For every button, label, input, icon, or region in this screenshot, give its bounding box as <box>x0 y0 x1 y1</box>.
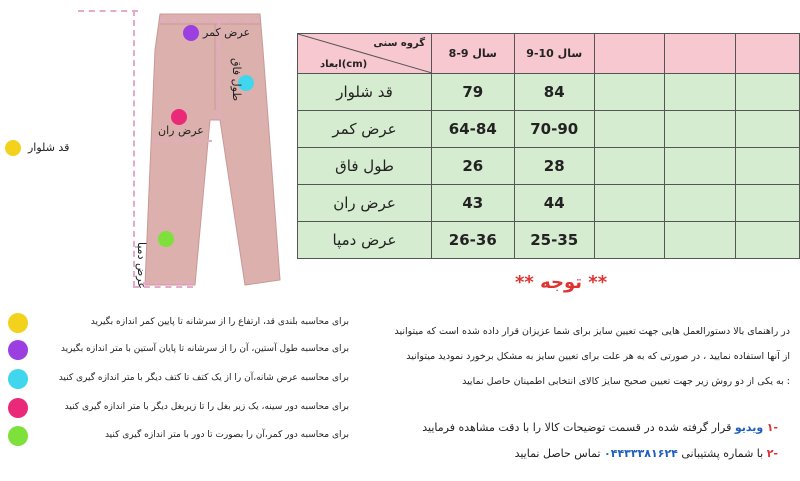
thigh-marker-dot <box>171 109 187 125</box>
table-cell: 84 <box>514 74 594 111</box>
table-cell <box>594 111 664 148</box>
column-header <box>665 34 735 74</box>
green-dot-icon <box>8 426 28 446</box>
header-dimensions: ابعاد(cm) <box>320 59 368 70</box>
table-cell: 44 <box>514 185 594 222</box>
legend-item <box>8 340 368 362</box>
note-line-3: : به یکی از دو روش زیر جهت تعیین صحیح سایز کالای انتخابی اطمینان حاصل نمایید <box>462 376 790 387</box>
table-cell: 70-90 <box>514 111 594 148</box>
note-title: ** توجه ** <box>515 272 608 293</box>
table-cell <box>735 222 799 259</box>
pants-size-diagram <box>0 0 300 300</box>
legend-item <box>8 313 368 335</box>
table-cell: 28 <box>514 148 594 185</box>
table-cell <box>665 111 735 148</box>
row-label: عرض ران <box>298 185 432 222</box>
waist-label: عرض کمر <box>203 26 251 39</box>
step-2-number: -۲ <box>766 447 778 460</box>
table-cell <box>594 148 664 185</box>
pants-icon <box>135 10 315 290</box>
table-cell <box>665 185 735 222</box>
yellow-dot-icon <box>8 313 28 333</box>
legend-item <box>8 398 368 420</box>
size-table <box>297 33 800 259</box>
cyan-dot-icon <box>8 369 28 389</box>
table-cell: 79 <box>432 74 514 111</box>
legend-item <box>8 369 368 391</box>
table-row <box>298 74 800 111</box>
table-cell: 25-35 <box>514 222 594 259</box>
step-1 <box>422 421 778 434</box>
table-cell <box>594 222 664 259</box>
table-row <box>298 185 800 222</box>
table-cell <box>735 111 799 148</box>
column-header: 8-9 سال <box>432 34 514 74</box>
length-marker-dot <box>5 140 21 156</box>
hem-marker-dot <box>158 231 174 247</box>
step-2-text-b: تماس حاصل نمایید <box>514 447 605 460</box>
column-header <box>594 34 664 74</box>
table-cell <box>665 148 735 185</box>
legend-text: برای محاسبه دور کمر،آن را بصورت تا دور با متر اندازه گیری کنید <box>104 430 349 440</box>
row-label: عرض کمر <box>298 111 432 148</box>
row-label: طول فاق <box>298 148 432 185</box>
legend-item <box>8 426 368 448</box>
thigh-label: عرض ران <box>158 124 204 137</box>
table-cell: 26-36 <box>432 222 514 259</box>
note-line-1: در راهنمای بالا دستورالعمل هایی جهت تعیین سایز برای شما عزیزان قرار داده شده است که میتوانید <box>394 326 790 337</box>
table-row <box>298 222 800 259</box>
legend-text: برای محاسبه عرض شانه،آن را از یک کتف تا کتف دیگر با متر اندازه گیری کنید <box>58 373 349 383</box>
table-cell: 26 <box>432 148 514 185</box>
waist-marker-dot <box>183 25 199 41</box>
table-corner-cell <box>298 34 432 74</box>
row-label: قد شلوار <box>298 74 432 111</box>
table-cell: 43 <box>432 185 514 222</box>
note-line-2: از آنها استفاده نمایید ، در صورتی که به هر علت برای تعیین سایز به مشکل برخورد نمودید میتوانید <box>406 351 790 362</box>
table-cell <box>735 185 799 222</box>
column-header <box>735 34 799 74</box>
rise-label: طول فاق <box>230 58 243 102</box>
thigh-guide-line <box>152 140 212 142</box>
waist-guide-line <box>160 19 260 21</box>
step-1-number: -۱ <box>766 421 778 434</box>
step-2-text-a: با شماره پشتیبانی <box>677 447 764 460</box>
video-link[interactable]: ویدیو <box>734 421 764 434</box>
table-cell <box>665 222 735 259</box>
table-row <box>298 111 800 148</box>
legend-text: برای محاسبه طول آستین، آن را از سرشانه تا پایان آستین با متر اندازه بگیرید <box>60 344 349 354</box>
length-label: قد شلوار <box>28 141 70 154</box>
table-header-row <box>298 34 800 74</box>
step-2 <box>515 447 778 460</box>
column-header: 9-10 سال <box>514 34 594 74</box>
step-1-text: قرار گرفته شده در قسمت توضیحات کالا را با دقت مشاهده فرمایید <box>422 421 735 434</box>
hem-label: عرض دمپا <box>135 242 148 289</box>
table-cell <box>735 148 799 185</box>
row-label: عرض دمپا <box>298 222 432 259</box>
table-cell <box>594 185 664 222</box>
length-guide-top <box>78 10 138 12</box>
hem-guide-line <box>143 282 193 284</box>
table-cell <box>735 74 799 111</box>
pink-dot-icon <box>8 398 28 418</box>
support-phone[interactable]: ۰۴۴۳۳۳۸۱۶۲۴ <box>604 447 678 460</box>
table-row <box>298 148 800 185</box>
purple-dot-icon <box>8 340 28 360</box>
table-cell <box>594 74 664 111</box>
table-cell: 64-84 <box>432 111 514 148</box>
legend-text: برای محاسبه دور سینه، یک زیر بغل را تا زیربغل دیگر با متر اندازه گیری کنید <box>64 402 349 412</box>
header-age-group: گروه سنی <box>373 38 426 49</box>
legend-text: برای محاسبه بلندی قد، ارتفاع را از سرشانه تا پایین کمر اندازه بگیرید <box>90 317 349 327</box>
table-cell <box>665 74 735 111</box>
